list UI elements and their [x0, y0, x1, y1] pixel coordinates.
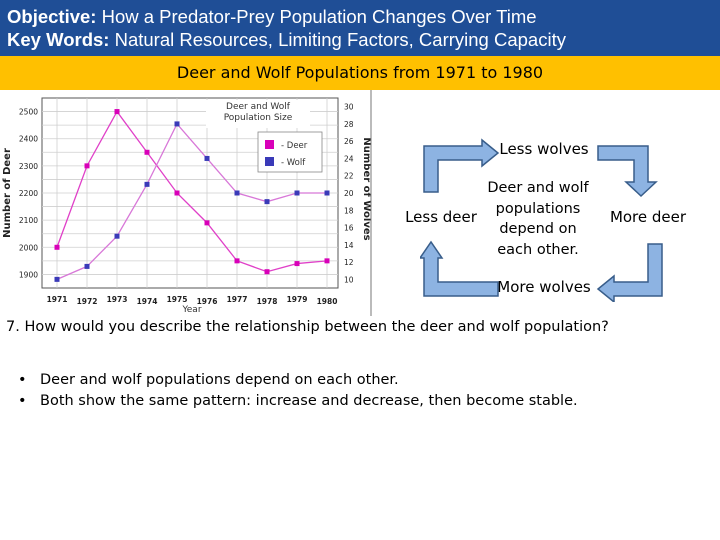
- y2-tick-label: 22: [344, 171, 354, 181]
- y2-tick-label: 18: [344, 206, 354, 216]
- objective-line: [7, 6, 537, 28]
- question-7: 7. How would you describe the relationship between the deer and wolf population?: [6, 319, 609, 335]
- data-point-wolf: [265, 199, 270, 204]
- population-chart-svg: [0, 90, 372, 316]
- data-point-deer: [85, 163, 90, 168]
- cycle-center-line: each other.: [497, 241, 579, 258]
- x-tick-label: 1975: [166, 295, 188, 304]
- cycle-top-label: Less wolves: [499, 140, 589, 158]
- x-tick-label: 1978: [256, 297, 278, 306]
- y2-tick-label: 30: [344, 102, 354, 112]
- y-tick-label: 2200: [18, 189, 38, 198]
- cycle-right-label: More deer: [609, 208, 687, 226]
- data-point-wolf: [55, 277, 60, 282]
- population-chart: [0, 90, 372, 316]
- data-point-deer: [325, 258, 330, 263]
- answer-item: • Deer and wolf populations depend on each other.: [18, 370, 578, 391]
- data-point-wolf: [145, 182, 150, 187]
- y2-tick-label: 20: [344, 189, 354, 198]
- x-tick-label: 1973: [106, 295, 128, 304]
- objective-label: Objective:: [7, 6, 97, 27]
- x-axis-label: Year: [182, 305, 202, 315]
- data-point-wolf: [325, 191, 330, 196]
- data-point-deer: [55, 245, 60, 250]
- y-tick-label: 2000: [18, 243, 38, 253]
- keywords-text: Natural Resources, Limiting Factors, Carrying Capacity: [109, 29, 566, 50]
- y-axis-label: Number of Deer: [2, 148, 13, 238]
- cycle-center-text: [480, 178, 596, 260]
- data-point-deer: [145, 150, 150, 155]
- objective-text: How a Predator-Prey Population Changes Over Time: [96, 6, 537, 27]
- chart-title-line1: Deer and Wolf: [226, 102, 290, 112]
- cycle-left-label: Less deer: [405, 208, 477, 226]
- data-point-deer: [235, 258, 240, 263]
- y2-tick-label: 28: [344, 119, 354, 129]
- x-tick-label: 1974: [136, 297, 158, 306]
- y2-tick-label: 16: [344, 223, 354, 233]
- y-tick-label: 1900: [18, 270, 38, 280]
- data-point-wolf: [175, 121, 180, 126]
- data-point-wolf: [295, 191, 300, 196]
- legend-swatch-deer: [265, 140, 274, 149]
- y-tick-label: 2400: [18, 134, 38, 144]
- answer-list: [18, 370, 578, 412]
- y2-tick-label: 26: [344, 137, 354, 147]
- cycle-center-line: populations: [495, 200, 581, 217]
- cycle-center-line: depend on: [499, 221, 577, 237]
- y2-tick-label: 24: [344, 154, 354, 164]
- legend-label-deer: - Deer: [281, 141, 308, 151]
- legend-label-wolf: - Wolf: [281, 158, 306, 168]
- chart-title-banner: Deer and Wolf Populations from 1971 to 1980: [0, 56, 720, 90]
- x-tick-label: 1977: [226, 295, 248, 304]
- cycle-bottom-label: More wolves: [497, 278, 591, 296]
- keywords-line: [7, 29, 566, 51]
- y2-tick-label: 12: [344, 258, 354, 268]
- data-point-deer: [295, 261, 300, 266]
- chart-title-line2: Population Size: [223, 113, 293, 123]
- x-tick-label: 1976: [196, 297, 218, 306]
- arrow-top-right: [596, 138, 662, 198]
- x-tick-label: 1980: [316, 297, 338, 306]
- y2-axis-label: Number of Wolves: [361, 137, 372, 241]
- y-tick-label: 2500: [18, 107, 38, 117]
- data-point-deer: [265, 269, 270, 274]
- y-tick-label: 2300: [18, 161, 38, 171]
- x-tick-label: 1979: [286, 295, 308, 304]
- y2-tick-label: 10: [344, 275, 354, 285]
- cycle-center-line: Deer and wolf: [487, 180, 589, 196]
- y-tick-label: 2100: [18, 216, 38, 226]
- data-point-deer: [115, 109, 120, 114]
- x-tick-label: 1972: [76, 297, 98, 306]
- data-point-wolf: [235, 191, 240, 196]
- data-point-wolf: [115, 234, 120, 239]
- x-tick-label: 1971: [46, 295, 68, 304]
- legend-swatch-wolf: [265, 157, 274, 166]
- y2-tick-label: 14: [344, 240, 354, 250]
- header-bar: [0, 0, 720, 56]
- data-point-deer: [205, 220, 210, 225]
- data-point-deer: [175, 191, 180, 196]
- arrow-bottom-right: [596, 242, 666, 302]
- data-point-wolf: [85, 264, 90, 269]
- data-point-wolf: [205, 156, 210, 161]
- keywords-label: Key Words:: [7, 29, 110, 50]
- answer-item: • Both show the same pattern: increase and decrease, then become stable.: [18, 391, 578, 412]
